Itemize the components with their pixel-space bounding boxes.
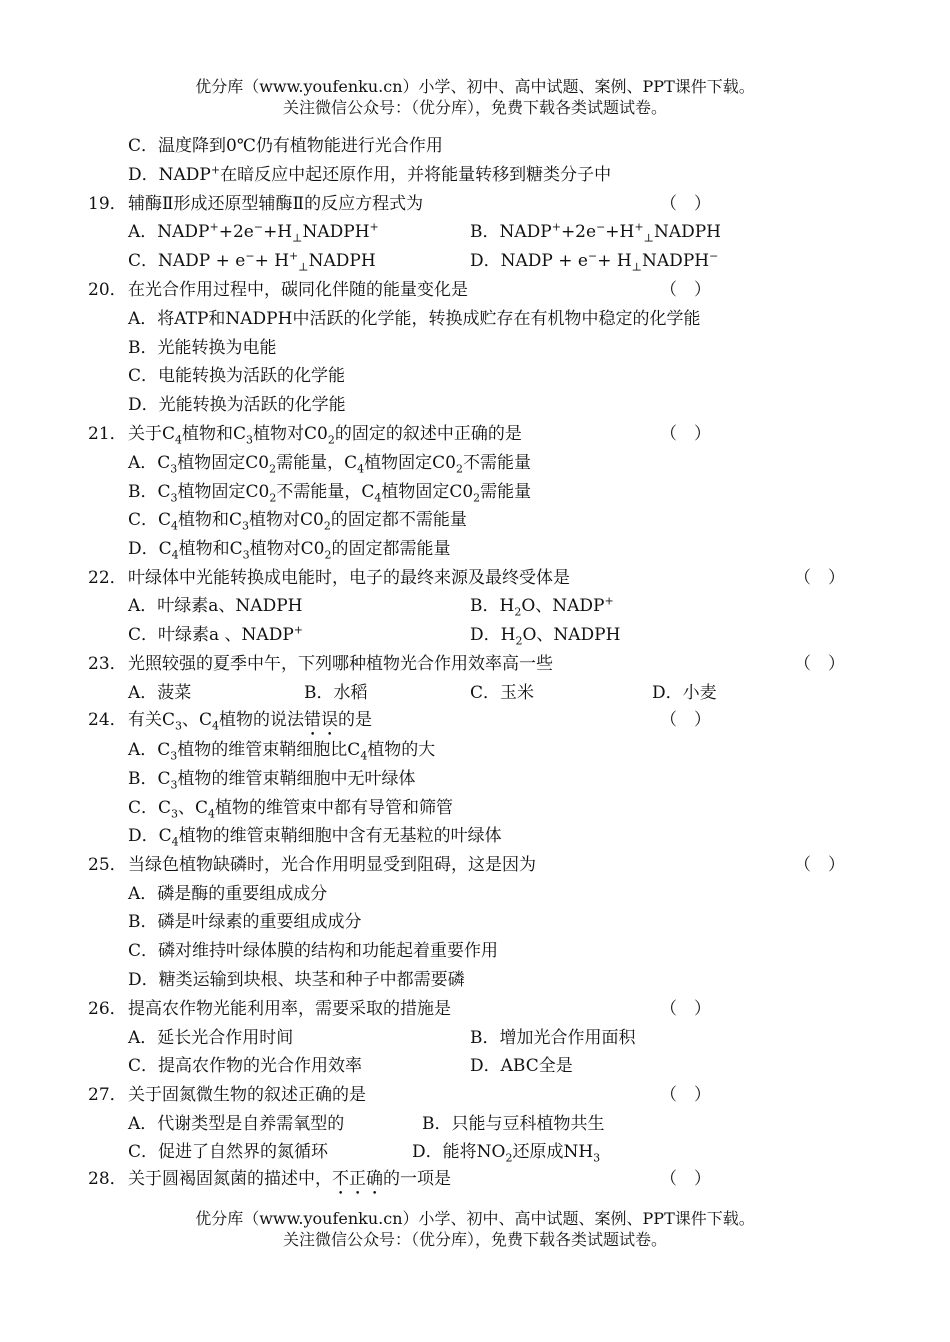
q26-options-cd bbox=[0, 1052, 950, 1080]
option-a: A．菠菜 bbox=[128, 683, 192, 703]
question-23 bbox=[0, 650, 950, 678]
option-d: D．NADP + $e^-+ H_\perp NADPH^-$ bbox=[470, 249, 719, 274]
emphasized-word: 错误 bbox=[304, 710, 339, 730]
question-22 bbox=[0, 564, 950, 592]
option-a: A．代谢类型是自养需氧型的 bbox=[128, 1114, 345, 1134]
page-header bbox=[0, 76, 950, 118]
option-c: C．玉米 bbox=[470, 683, 535, 703]
q26-options-ab bbox=[0, 1024, 950, 1052]
emphasized-word: 不正确 bbox=[332, 1169, 383, 1189]
question-21 bbox=[0, 420, 950, 448]
question-number: 27． bbox=[88, 1085, 127, 1105]
option-d: D．糖类运输到块根、块茎和种子中都需要磷 bbox=[128, 970, 465, 990]
option-d: D．光能转换为活跃的化学能 bbox=[128, 395, 346, 415]
question-stem: 当绿色植物缺磷时，光合作用明显受到阻碍，这是因为 bbox=[128, 855, 536, 875]
question-24 bbox=[0, 706, 950, 734]
answer-bracket: （ ） bbox=[794, 568, 845, 588]
answer-bracket: （ ） bbox=[660, 194, 711, 214]
option-b: B．$NADP^++2e^-+H^+_\perp NADPH$ bbox=[470, 220, 721, 245]
header-line-2: 关注微信公众号：（优分库），免费下载各类试题试卷。 bbox=[282, 98, 667, 117]
option-d: D．小麦 bbox=[652, 683, 717, 703]
question-number: 23． bbox=[88, 654, 127, 674]
option-a: A．磷是酶的重要组成成分 bbox=[128, 884, 328, 904]
q27-options-ab bbox=[0, 1110, 950, 1138]
q19-options-cd bbox=[0, 247, 950, 275]
question-stem: 光照较强的夏季中午，下列哪种植物光合作用效率高一些 bbox=[128, 654, 553, 674]
option-a: A．$C_3$植物的维管束鞘细胞比$C_4$植物的大 bbox=[128, 740, 436, 763]
option-c: C．提高农作物的光合作用效率 bbox=[128, 1056, 363, 1076]
question-20 bbox=[0, 276, 950, 304]
option-c: C．电能转换为活跃的化学能 bbox=[128, 366, 346, 386]
question-stem: 提高农作物光能利用率，需要采取的措施是 bbox=[128, 999, 451, 1019]
prev-option-d: D．NADP+在暗反应中起还原作用，并将能量转移到糖类分子中 bbox=[128, 163, 612, 185]
question-25 bbox=[0, 851, 950, 879]
question-number: 28． bbox=[88, 1169, 127, 1189]
question-28 bbox=[0, 1165, 950, 1193]
answer-bracket: （ ） bbox=[660, 424, 711, 444]
option-a: A．$C_3$植物固定$C0_2$需能量，$C_4$植物固定$C0_2$不需能量 bbox=[128, 453, 531, 476]
q22-options-cd bbox=[0, 621, 950, 649]
question-stem: 辅酶Ⅱ形成还原型辅酶Ⅱ的反应方程式为 bbox=[128, 194, 424, 214]
answer-bracket: （ ） bbox=[794, 654, 845, 674]
question-number: 24． bbox=[88, 710, 127, 730]
q19-options-ab bbox=[0, 218, 950, 246]
footer-line-1: 优分库（www.youfenku.cn）小学、初中、高中试题、案例、PPT课件下载。 bbox=[195, 1209, 755, 1228]
option-c: C．$C_3$、$C_4$植物的维管束中都有导管和筛管 bbox=[128, 798, 454, 821]
option-c: C．叶绿素a 、NADP+ bbox=[128, 623, 303, 645]
option-a: A．将ATP和NADPH中活跃的化学能，转换成贮存在有机物中稳定的化学能 bbox=[128, 309, 701, 329]
option-b: B．$H_2O$、NADP+ bbox=[470, 594, 614, 619]
page-footer bbox=[0, 1208, 950, 1250]
option-b: B．只能与豆科植物共生 bbox=[422, 1114, 605, 1134]
option-d: D．$C_4$植物的维管束鞘细胞中含有无基粒的叶绿体 bbox=[128, 826, 502, 849]
header-line-1: 优分库（www.youfenku.cn）小学、初中、高中试题、案例、PPT课件下载。 bbox=[195, 77, 755, 96]
answer-bracket: （ ） bbox=[660, 1085, 711, 1105]
option-d: D．ABC全是 bbox=[470, 1056, 573, 1076]
q23-options bbox=[0, 679, 950, 707]
question-stem: 有关$C_3$、$C_4$植物的说法错误的是 bbox=[128, 710, 373, 733]
question-number: 20． bbox=[88, 280, 127, 300]
question-number: 22． bbox=[88, 568, 127, 588]
option-a: A．延长光合作用时间 bbox=[128, 1028, 294, 1048]
option-d: D．$H_2O$、NADPH bbox=[470, 625, 621, 648]
option-b: B．磷是叶绿素的重要组成成分 bbox=[128, 912, 362, 932]
question-stem: 关于圆褐固氮菌的描述中，不正确的一项是 bbox=[128, 1169, 451, 1189]
question-number: 19． bbox=[88, 194, 127, 214]
option-b: B．光能转换为电能 bbox=[128, 338, 277, 358]
answer-bracket: （ ） bbox=[660, 1169, 711, 1189]
answer-bracket: （ ） bbox=[794, 855, 845, 875]
option-d: D．能将$NO_2$还原成$NH_3$ bbox=[412, 1142, 601, 1165]
option-c: C．促进了自然界的氮循环 bbox=[128, 1142, 329, 1162]
answer-bracket: （ ） bbox=[660, 710, 711, 730]
question-stem: 关于$C_4$植物和$C_3$植物对$C0_2$的固定的叙述中正确的是 bbox=[128, 424, 522, 447]
option-b: B．增加光合作用面积 bbox=[470, 1028, 636, 1048]
answer-bracket: （ ） bbox=[660, 999, 711, 1019]
question-number: 25． bbox=[88, 855, 127, 875]
option-b: B．$C_3$植物的维管束鞘细胞中无叶绿体 bbox=[128, 769, 416, 792]
question-number: 21． bbox=[88, 424, 127, 444]
prev-option-c: C．温度降到0℃仍有植物能进行光合作用 bbox=[128, 136, 443, 156]
q27-options-cd bbox=[0, 1138, 950, 1166]
option-a: A．叶绿素a、NADPH bbox=[128, 596, 303, 616]
question-stem: 关于固氮微生物的叙述正确的是 bbox=[128, 1085, 366, 1105]
q22-options-ab bbox=[0, 592, 950, 620]
question-number: 26． bbox=[88, 999, 127, 1019]
question-stem: 在光合作用过程中，碳同化伴随的能量变化是 bbox=[128, 280, 468, 300]
option-b: B．$C_3$植物固定$C0_2$不需能量，$C_4$植物固定$C0_2$需能量 bbox=[128, 482, 532, 505]
footer-line-2: 关注微信公众号：（优分库），免费下载各类试题试卷。 bbox=[282, 1230, 667, 1249]
option-b: B．水稻 bbox=[304, 683, 368, 703]
option-c: C．磷对维持叶绿体膜的结构和功能起着重要作用 bbox=[128, 941, 499, 961]
option-c: C．NADP + $e^-+ H^+_\perp NADPH$ bbox=[128, 249, 376, 274]
question-27 bbox=[0, 1081, 950, 1109]
option-a: A．$NADP^++2e^-+H_\perp NADPH^+$ bbox=[128, 220, 379, 245]
question-stem: 叶绿体中光能转换成电能时，电子的最终来源及最终受体是 bbox=[128, 568, 570, 588]
option-c: C．$C_4$植物和$C_3$植物对$C0_2$的固定都不需能量 bbox=[128, 510, 467, 533]
question-26 bbox=[0, 995, 950, 1023]
question-19 bbox=[0, 190, 950, 218]
answer-bracket: （ ） bbox=[660, 280, 711, 300]
option-d: D．$C_4$植物和$C_3$植物对$C0_2$的固定都需能量 bbox=[128, 539, 451, 562]
